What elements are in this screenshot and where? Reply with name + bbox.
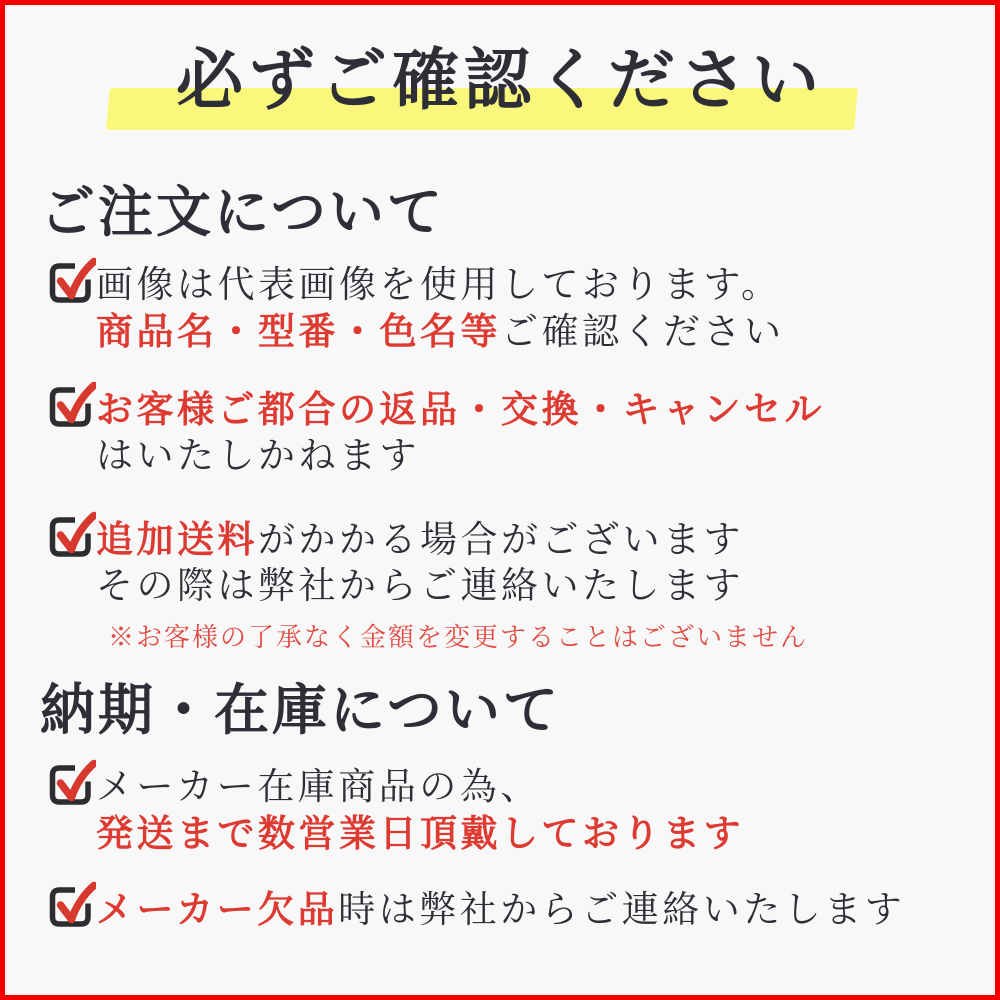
text-line bbox=[96, 810, 980, 857]
text-line bbox=[96, 563, 980, 609]
text-segment-red: 追加送料 bbox=[96, 517, 258, 561]
text-segment-red: お客様ご都合の返品・交換・キャンセル bbox=[96, 387, 825, 431]
checkbox-check-icon bbox=[46, 257, 96, 307]
title-area bbox=[0, 36, 1000, 146]
section-heading-order: ご注文について bbox=[40, 179, 445, 244]
text-segment: がかかる場合がございます bbox=[258, 518, 744, 561]
text-segment-red: 発送まで数営業日頂戴しております bbox=[96, 811, 744, 855]
text-segment: 時は弊社からご連絡いたします bbox=[338, 888, 906, 931]
item-text bbox=[96, 764, 980, 857]
checklist-item bbox=[46, 386, 980, 479]
checkbox-check-icon bbox=[46, 511, 96, 561]
text-line bbox=[96, 516, 980, 563]
text-segment: ご確認ください bbox=[501, 310, 785, 353]
text-line bbox=[96, 764, 980, 810]
fine-print-note: ※お客様の了承なく金額を変更することはございません bbox=[108, 623, 809, 653]
text-line bbox=[96, 262, 980, 308]
text-segment: はいたしかねます bbox=[96, 434, 420, 477]
text-segment: 画像は代表画像を使用しております。 bbox=[96, 263, 782, 306]
item-text bbox=[96, 886, 980, 933]
checkbox-check-icon bbox=[46, 759, 96, 809]
text-segment: その際は弊社からご連絡いたします bbox=[96, 564, 744, 607]
text-line bbox=[96, 886, 980, 933]
section-heading-delivery-stock: 納期・在庫について bbox=[40, 677, 561, 742]
item-text bbox=[96, 516, 980, 653]
checkbox-check-icon bbox=[46, 881, 96, 931]
page-title: 必ずご確認ください bbox=[176, 40, 824, 119]
text-line bbox=[96, 308, 980, 355]
item-text bbox=[96, 386, 980, 479]
checklist-item bbox=[46, 516, 980, 653]
text-segment-red: 商品名・型番・色名等 bbox=[96, 309, 501, 353]
text-line bbox=[96, 386, 980, 433]
item-text bbox=[96, 262, 980, 355]
text-segment: メーカー在庫商品の為、 bbox=[96, 765, 541, 808]
checklist-item bbox=[46, 262, 980, 355]
checkbox-check-icon bbox=[46, 381, 96, 431]
checklist-item bbox=[46, 886, 980, 933]
text-segment-red: メーカー欠品 bbox=[96, 887, 339, 931]
text-line bbox=[96, 433, 980, 479]
checklist-item bbox=[46, 764, 980, 857]
